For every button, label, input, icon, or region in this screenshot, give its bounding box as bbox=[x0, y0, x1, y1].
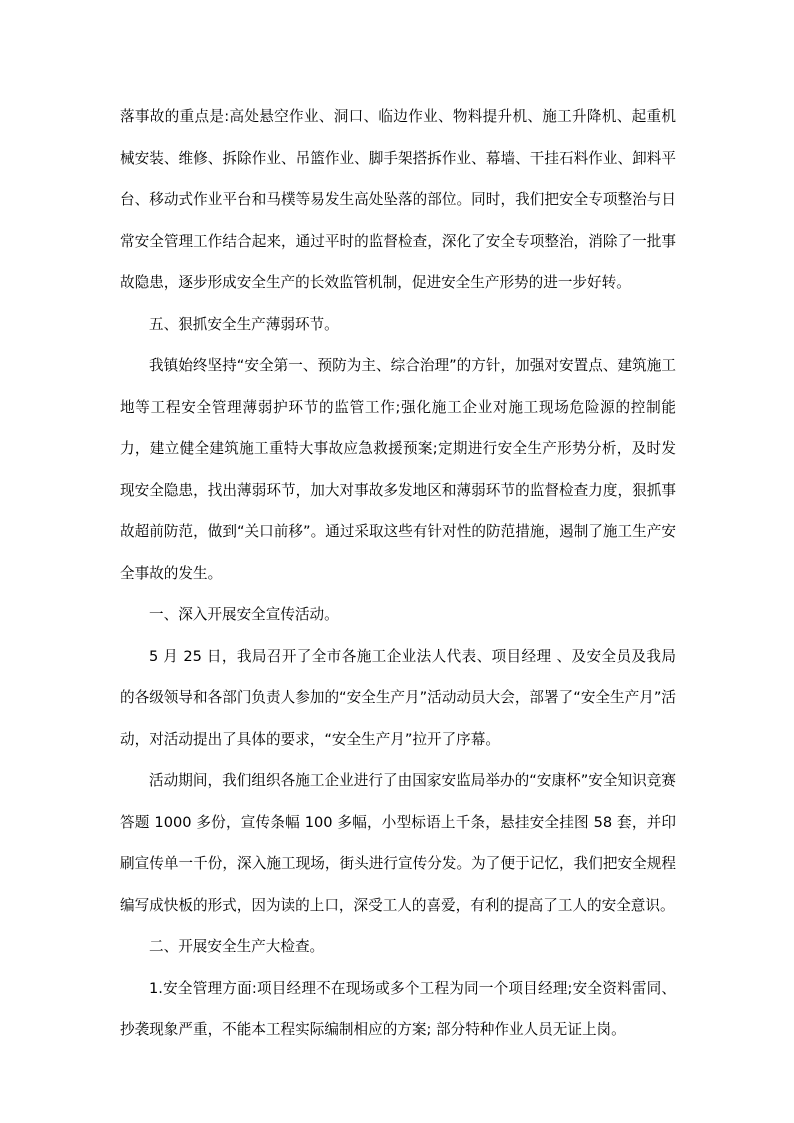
paragraph-weak-links: 我镇始终坚持“安全第一、预防为主、综合治理”的方针，加强对安置点、建筑施工地等工程安全管理薄弱护环节的监管工作;强化施工企业对施工现场危险源的控制能力，建立健全建筑施工重特大事故应急救援预案;定期进行安全生产形势分析，及时发现安全隐患，找出薄弱环节，加大对事故多发地区和薄弱环节的监督检查力度，狠抓事故超前防范，做到“关口前移”。通过采取这些有针对性的防范措施，遏制了施工生产安全事故的发生。 bbox=[120, 357, 676, 582]
document-body bbox=[120, 96, 676, 1051]
paragraph-activity-period: 活动期间，我们组织各施工企业进行了由国家安监局举办的“安康杯”安全知识竞赛答题 1000 多份，宣传条幅 100 多幅，小型标语上千条，悬挂安全挂图 58 套，并印刷宣传单一千份，深入施工现场，街头进行宣传分发。为了便于记忆，我们把安全规程编写成快板的形式，因为读的上口，深受工人的喜爱，有利的提高了工人的安全意识。 bbox=[120, 772, 676, 914]
paragraph-safety-management: 1.安全管理方面:项目经理不在现场或多个工程为同一个项目经理;安全资料雷同、抄袭现象严重，不能本工程实际编制相应的方案; 部分特种作业人员无证上岗。 bbox=[120, 979, 676, 1038]
section-heading-weak-links: 五、狠抓安全生产薄弱环节。 bbox=[149, 315, 339, 333]
section-heading-safety-inspection: 二、开展安全生产大检查。 bbox=[149, 938, 325, 955]
paragraph-mobilization-meeting: 5 月 25 日，我局召开了全市各施工企业法人代表、项目经理 、及安全员及我局的各级领导和各部门负责人参加的“安全生产月”活动动员大会，部署了“安全生产月”活动，对活动提出了具体的要求，“安全生产月”拉开了序幕。 bbox=[120, 647, 676, 748]
paragraph-accident-focus-continued: 落事故的重点是:高处悬空作业、洞口、临边作业、物料提升机、施工升降机、起重机械安装、维修、拆除作业、吊篮作业、脚手架搭拆作业、幕墙、干挂石料作业、卸料平台、移动式作业平台和马樸等易发生高处坠落的部位。同时，我们把安全专项整治与日常安全管理工作结合起来，通过平时的监督检查，深化了安全专项整治，消除了一批事故隐患，逐步形成安全生产的长效监管机制，促进安全生产形势的进一步好转。 bbox=[120, 108, 676, 291]
section-heading-safety-publicity: 一、深入开展安全宣传活动。 bbox=[149, 606, 339, 623]
